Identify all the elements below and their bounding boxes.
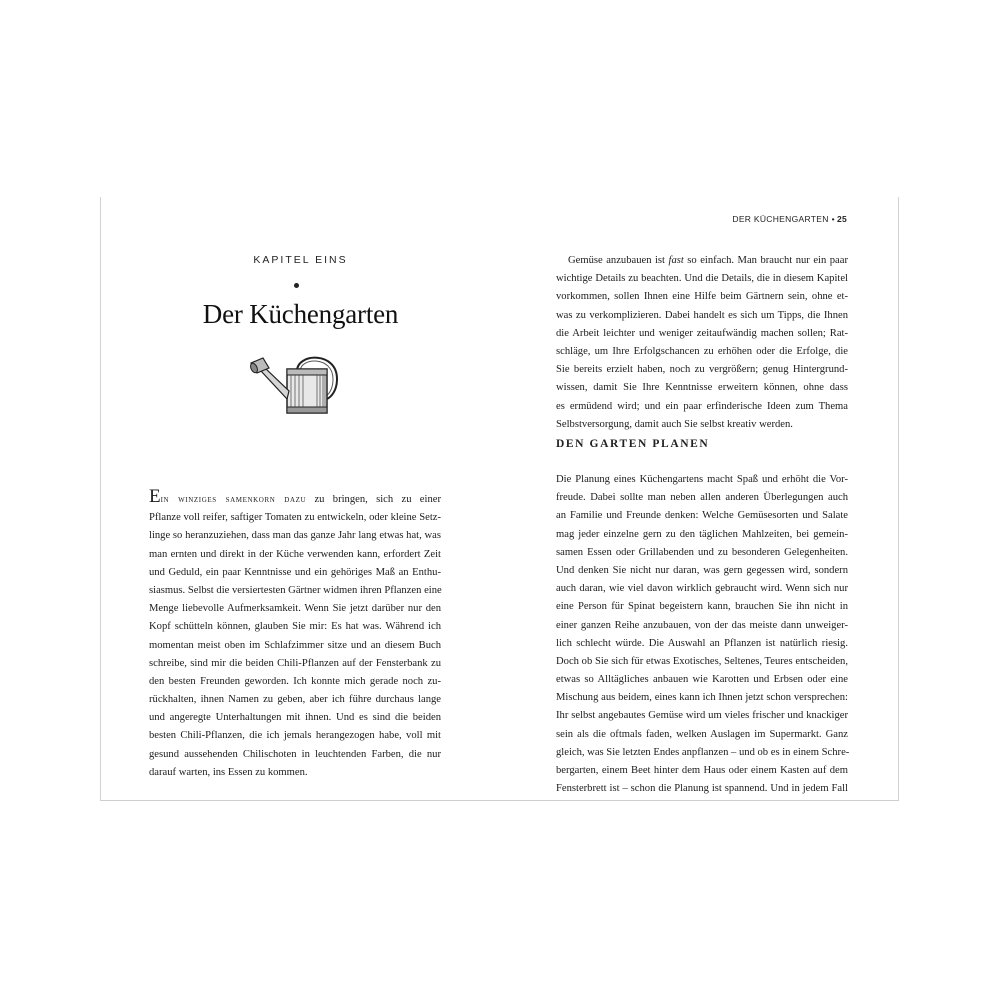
text-line: etwas so Alltägliches anbauen wie Karotten und Erbsen oder eine	[556, 674, 848, 686]
text-span: zu bringen, sich zu einer	[306, 494, 441, 505]
text-line: und Geduld, ein paar Kenntnisse und ein gehöriges Maß an Enthu-	[149, 566, 441, 578]
chapter-label: KAPITEL EINS	[253, 254, 348, 266]
text-line: momentan meist oben im Schlafzimmer sitze und an diesem Buch	[149, 639, 441, 651]
text-line: darauf warten, ins Essen zu kommen.	[149, 766, 308, 778]
chapter-ornament-dot	[294, 283, 299, 288]
text-line: was zu verkomplizieren. Dabei handelt es sich um Tipps, die Ihnen	[556, 309, 848, 321]
running-head	[732, 214, 847, 224]
text-line: einer ganzen Reihe anzubauen, von der das meiste dann unweiger-	[556, 619, 848, 631]
text-line: samen Essen oder Grillabenden und zu besonderen Gelegenheiten.	[556, 546, 848, 558]
text-line: Sie bereits erzielt haben, noch zu vergrößern; genug Hintergrund-	[556, 364, 848, 376]
text-line: sein als die oftmals faden, welken Auslagen im Supermarkt. Ganz	[556, 728, 848, 740]
watering-can-icon	[247, 349, 343, 421]
text-line: linge so heranzuziehen, dass man das ganze Jahr lang etwas hat, was	[149, 530, 441, 542]
running-head-title: DER KÜCHENGARTEN	[732, 214, 829, 224]
text-line: Menge liebevolle Aufmerksamkeit. Wenn Sie jetzt darüber nur den	[149, 603, 441, 615]
emphasis: fast	[668, 255, 684, 266]
right-page	[500, 197, 899, 800]
text-line: besten Chili-Pflanzen, die ich jemals herangezogen habe, voll mit	[149, 730, 441, 742]
text-line: auch daran, wie viel davon wirklich gebraucht wird. Wenn sich nur	[556, 583, 848, 595]
text-line: gesund aussehenden Chilischoten in leuchtenden Farben, die nur	[149, 748, 441, 760]
section-heading: DEN GARTEN PLANEN	[556, 438, 710, 450]
text-line: und angeregte Unterhaltungen mit ihnen. Und es sind die beiden	[149, 712, 441, 724]
running-head-bullet: •	[831, 214, 835, 224]
text-span: so einfach. Man braucht nur ein paar	[683, 255, 848, 266]
text-line	[149, 486, 441, 509]
text-line: lich schlecht würde. Die Auswahl an Pflanzen ist natürlich riesig.	[556, 637, 848, 649]
text-span: Gemüse anzubauen ist	[568, 255, 669, 266]
book-spread	[100, 197, 899, 801]
text-line: wichtige Details zu beachten. Und die Details, die in diesem Kapitel	[556, 273, 848, 285]
text-line: Mischung aus beidem, eines kann ich Ihnen jetzt schon versprechen:	[556, 692, 848, 704]
text-line: siasmus. Selbst die versiertesten Gärtner widmen ihren Pflanzen eine	[149, 584, 442, 596]
text-line: rückhalten, ihnen Namen zu geben, aber ich führe durchaus lange	[149, 694, 441, 706]
text-line: Doch ob Sie sich für etwas Exotisches, Seltenes, Teures entscheiden,	[556, 655, 848, 667]
text-line: an Familie und Freunde denken: Welche Gemüsesorten und Salate	[556, 510, 848, 522]
text-line: Ihr selbst angebautes Gemüse wird um vieles frischer und knackiger	[556, 710, 848, 722]
text-line: gleich, was Sie letzten Endes anpflanzen – und ob es in einem Schre-	[556, 746, 850, 758]
text-line: Fensterbrett ist – schon die Planung ist spannend. Und in jedem Fall	[556, 783, 848, 795]
text-line: Die Planung eines Küchengartens macht Spaß und erhöht die Vor-	[556, 474, 848, 485]
section-body-text	[556, 471, 848, 798]
small-caps-lead: in winziges samenkorn dazu	[160, 494, 307, 505]
left-page	[101, 197, 500, 800]
text-line: Und denken Sie nicht nur daran, was gern gegessen wird, sondern	[556, 564, 848, 576]
text-line: es ermüdend wird; und ein paar erfinderische Ideen zum Thema	[556, 400, 848, 412]
text-line: eine Person für Spinat begeistern kann, brauchen Sie ihn nicht in	[556, 601, 848, 613]
left-body-text	[149, 486, 442, 782]
text-line: schreibe, sind mir die beiden Chili-Pflanzen auf der Fensterbank zu	[149, 657, 441, 669]
text-line	[556, 252, 848, 270]
text-line: Selbstversorgung, damit auch Sie selbst kreativ werden.	[556, 418, 793, 430]
text-line: schläge, um Ihre Erfolgschancen zu erhöhen oder die Erfolge, die	[556, 345, 848, 357]
text-line: freude. Dabei sollte man neben allen anderen Überlegungen auch	[556, 492, 848, 504]
text-line: Kopf schütteln können, glauben Sie mir: Es hat was. Während ich	[149, 621, 441, 633]
drop-cap: E	[149, 486, 161, 507]
intro-paragraph	[556, 252, 848, 434]
page-number: 25	[836, 214, 847, 224]
text-line: den besten Freunden geworden. Ich konnte mich gerade noch zu-	[149, 675, 441, 687]
text-line: wissen, damit Sie Ihre Kenntnisse erweitern können, ohne dass	[556, 382, 848, 394]
text-line: Pflanze voll reifer, saftiger Tomaten zu entwickeln, oder kleine Setz-	[149, 512, 441, 524]
text-line: man ernten und direkt in der Küche verwenden kann, erfordert Zeit	[149, 548, 441, 560]
text-line: mag jeder einzelne gern zu den täglichen Mahlzeiten, bei gemein-	[556, 528, 848, 540]
text-line: bergarten, einem Beet hinter dem Haus oder einem Kasten auf dem	[556, 765, 848, 776]
chapter-title: Der Küchengarten	[202, 299, 399, 329]
text-line: die Arbeit leichter und weniger zeitaufwändig machen sollen; Rat-	[556, 327, 848, 339]
text-line: vorkommen, sollen Ihnen eine Hilfe beim Gärtnern sein, ohne et-	[556, 291, 848, 303]
